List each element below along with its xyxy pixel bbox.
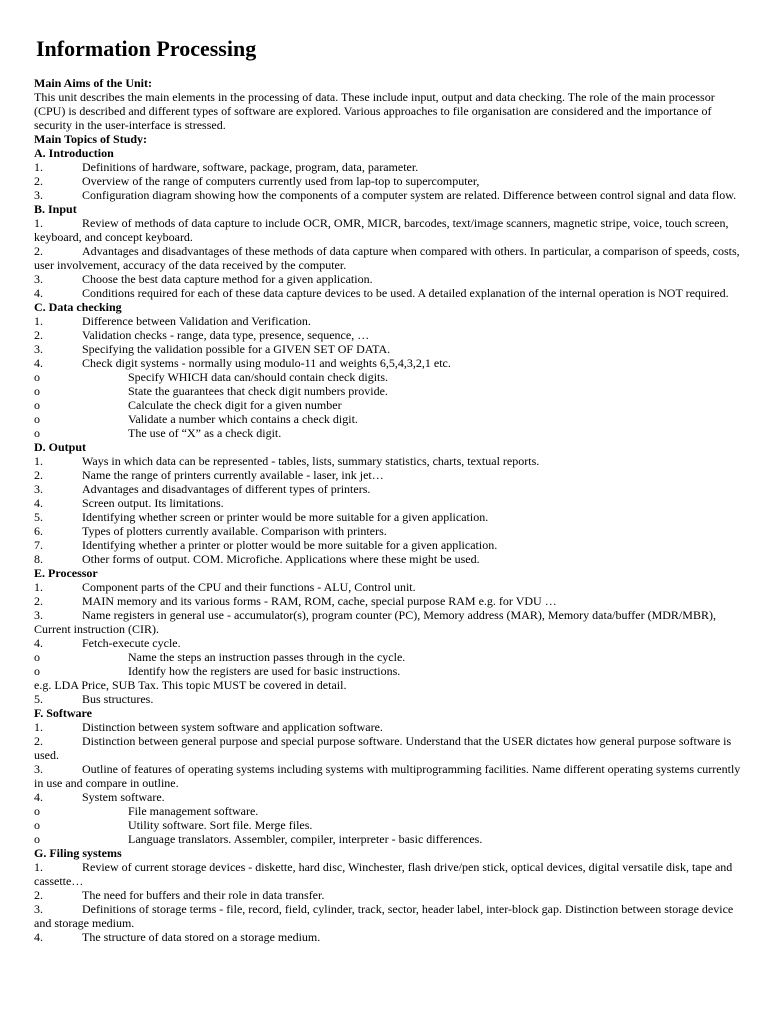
sub-item-text: Specify WHICH data can/should contain check digits. [128, 370, 389, 385]
list-item [34, 468, 742, 482]
item-number: 3. [34, 902, 43, 917]
item-text: Review of methods of data capture to include OCR, OMR, MICR, barcodes, text/image scanners, magnetic stripe, voice, touch screen, keyboard, and concept keyboard. [34, 216, 729, 245]
item-text: Review of current storage devices - diskette, hard disc, Winchester, flash drive/pen stick, optical devices, digital versatile disk, tape and cassette… [34, 860, 733, 889]
list-item [34, 174, 742, 188]
sub-item-text: Validate a number which contains a check digit. [128, 412, 358, 427]
page-title: Information Processing [36, 36, 257, 61]
item-number: 2. [34, 328, 43, 343]
list-item [34, 594, 742, 608]
sub-list-item [34, 804, 742, 818]
section-heading-data-checking: C. Data checking [34, 300, 122, 315]
item-number: 1. [34, 314, 43, 329]
item-number: 1. [34, 580, 43, 595]
item-number: 2. [34, 888, 43, 903]
sub-list-item [34, 426, 742, 440]
sub-item-text: State the guarantees that check digit numbers provide. [128, 384, 388, 399]
sub-list-item [34, 412, 742, 426]
list-item [34, 356, 742, 370]
bullet: o [34, 664, 40, 679]
list-item [34, 160, 742, 174]
item-number: 5. [34, 692, 43, 707]
section-heading-input: B. Input [34, 202, 77, 217]
list-item [34, 482, 742, 496]
section-heading-software: F. Software [34, 706, 92, 721]
list-item [34, 580, 742, 594]
item-text: Types of plotters currently available. Comparison with printers. [82, 524, 387, 539]
bullet: o [34, 650, 40, 665]
item-number: 3. [34, 762, 43, 777]
item-text: The need for buffers and their role in data transfer. [82, 888, 325, 903]
item-number: 3. [34, 482, 43, 497]
item-text: Overview of the range of computers currently used from lap-top to supercomputer, [82, 174, 480, 189]
list-item [34, 188, 742, 202]
list-item [34, 790, 742, 804]
item-text: MAIN memory and its various forms - RAM, ROM, cache, special purpose RAM e.g. for VDU … [82, 594, 557, 609]
item-number: 2. [34, 244, 43, 259]
sub-list-item [34, 398, 742, 412]
item-text: Advantages and disadvantages of different types of printers. [82, 482, 371, 497]
sub-item-text: Name the steps an instruction passes through in the cycle. [128, 650, 406, 665]
sub-item-text: The use of “X” as a check digit. [128, 426, 282, 441]
item-number: 1. [34, 216, 43, 231]
sub-item-text: File management software. [128, 804, 259, 819]
list-item [34, 328, 742, 342]
list-item [34, 454, 742, 468]
bullet: o [34, 398, 40, 413]
item-text: Outline of features of operating systems including systems with multiprogramming facilities. Name different operating systems currently in use and compare in outline. [34, 762, 741, 791]
bullet: o [34, 370, 40, 385]
section-heading-introduction: A. Introduction [34, 146, 114, 161]
item-text: Bus structures. [82, 692, 154, 707]
list-item [34, 496, 742, 510]
list-item [34, 314, 742, 328]
bullet: o [34, 832, 40, 847]
list-item [34, 762, 742, 790]
item-text: Component parts of the CPU and their functions - ALU, Control unit. [82, 580, 416, 595]
item-text: Check digit systems - normally using modulo-11 and weights 6,5,4,3,2,1 etc. [82, 356, 451, 371]
item-text: Definitions of hardware, software, package, program, data, parameter. [82, 160, 419, 175]
sub-item-text: Calculate the check digit for a given number [128, 398, 342, 413]
item-text: Validation checks - range, data type, presence, sequence, … [82, 328, 370, 343]
sub-list-item [34, 370, 742, 384]
item-text: Screen output. Its limitations. [82, 496, 224, 511]
item-number: 1. [34, 454, 43, 469]
item-number: 3. [34, 608, 43, 623]
item-text: System software. [82, 790, 165, 805]
bullet: o [34, 804, 40, 819]
list-item [34, 692, 742, 706]
list-item [34, 930, 742, 944]
item-text: The structure of data stored on a storage medium. [82, 930, 321, 945]
item-number: 3. [34, 342, 43, 357]
list-item [34, 216, 742, 244]
item-number: 4. [34, 790, 43, 805]
sub-item-text: Identify how the registers are used for basic instructions. [128, 664, 401, 679]
item-number: 3. [34, 272, 43, 287]
item-text: Distinction between general purpose and special purpose software. Understand that the USER dictates how general purpose software is used. [34, 734, 732, 763]
item-text: Advantages and disadvantages of these methods of data capture when compared with others. In particular, a comparison of speeds, costs, user involvement, accuracy of the data received by the computer. [34, 244, 740, 273]
list-item [34, 888, 742, 902]
list-item [34, 860, 742, 888]
item-text: Definitions of storage terms - file, record, field, cylinder, track, sector, header label, inter-block gap. Distinction between storage device and storage medium. [34, 902, 734, 931]
item-text: Fetch-execute cycle. [82, 636, 181, 651]
list-item [34, 538, 742, 552]
list-item [34, 342, 742, 356]
item-number: 4. [34, 356, 43, 371]
sub-item-text: Utility software. Sort file. Merge files. [128, 818, 313, 833]
item-text: Name registers in general use - accumulator(s), program counter (PC), Memory address (MAR), Memory data/buffer (MDR/MBR), Current instruction (CIR). [34, 608, 716, 637]
aims-paragraph: This unit describes the main elements in the processing of data. These include input, output and data checking. The role of the main processor (CPU) is described and different types of software are explored. Various approaches to file organisation are considered and the importance of security in the user-interface is stressed. [34, 90, 715, 133]
sub-list-item [34, 650, 742, 664]
item-number: 4. [34, 286, 43, 301]
item-number: 7. [34, 538, 43, 553]
list-item [34, 720, 742, 734]
list-item [34, 510, 742, 524]
item-number: 3. [34, 188, 43, 203]
processor-note: e.g. LDA Price, SUB Tax. This topic MUST be covered in detail. [34, 678, 347, 693]
list-item [34, 524, 742, 538]
sub-list-item [34, 832, 742, 846]
item-number: 2. [34, 174, 43, 189]
sub-list-item [34, 664, 742, 678]
section-heading-processor: E. Processor [34, 566, 98, 581]
item-number: 8. [34, 552, 43, 567]
section-heading-output: D. Output [34, 440, 87, 455]
item-number: 4. [34, 496, 43, 511]
list-item [34, 734, 742, 762]
list-item [34, 272, 742, 286]
bullet: o [34, 412, 40, 427]
item-number: 4. [34, 930, 43, 945]
sub-item-text: Language translators. Assembler, compiler, interpreter - basic differences. [128, 832, 483, 847]
section-heading-filing-systems: G. Filing systems [34, 846, 122, 861]
item-text: Distinction between system software and application software. [82, 720, 383, 735]
aims-heading: Main Aims of the Unit: [34, 76, 152, 91]
list-item [34, 902, 742, 930]
bullet: o [34, 426, 40, 441]
item-text: Identifying whether a printer or plotter would be more suitable for a given application. [82, 538, 498, 553]
item-number: 2. [34, 734, 43, 749]
bullet: o [34, 818, 40, 833]
item-text: Configuration diagram showing how the components of a computer system are related. Difference between control signal and data flow. [82, 188, 737, 203]
list-item [34, 244, 742, 272]
sub-list-item [34, 818, 742, 832]
item-number: 2. [34, 594, 43, 609]
list-item [34, 286, 742, 300]
item-text: Ways in which data can be represented - tables, lists, summary statistics, charts, textual reports. [82, 454, 540, 469]
item-text: Choose the best data capture method for a given application. [82, 272, 373, 287]
item-text: Identifying whether screen or printer would be more suitable for a given application. [82, 510, 489, 525]
topics-heading: Main Topics of Study: [34, 132, 148, 147]
list-item [34, 636, 742, 650]
item-text: Conditions required for each of these data capture devices to be used. A detailed explanation of the internal operation is NOT required. [82, 286, 729, 301]
item-number: 2. [34, 468, 43, 483]
sub-list-item [34, 384, 742, 398]
item-text: Specifying the validation possible for a GIVEN SET OF DATA. [82, 342, 391, 357]
bullet: o [34, 384, 40, 399]
list-item [34, 552, 742, 566]
item-text: Difference between Validation and Verification. [82, 314, 311, 329]
item-number: 1. [34, 720, 43, 735]
item-number: 5. [34, 510, 43, 525]
item-number: 1. [34, 160, 43, 175]
item-number: 4. [34, 636, 43, 651]
item-text: Other forms of output. COM. Microfiche. Applications where these might be used. [82, 552, 480, 567]
item-text: Name the range of printers currently available - laser, ink jet… [82, 468, 384, 483]
item-number: 6. [34, 524, 43, 539]
list-item [34, 608, 742, 636]
item-number: 1. [34, 860, 43, 875]
